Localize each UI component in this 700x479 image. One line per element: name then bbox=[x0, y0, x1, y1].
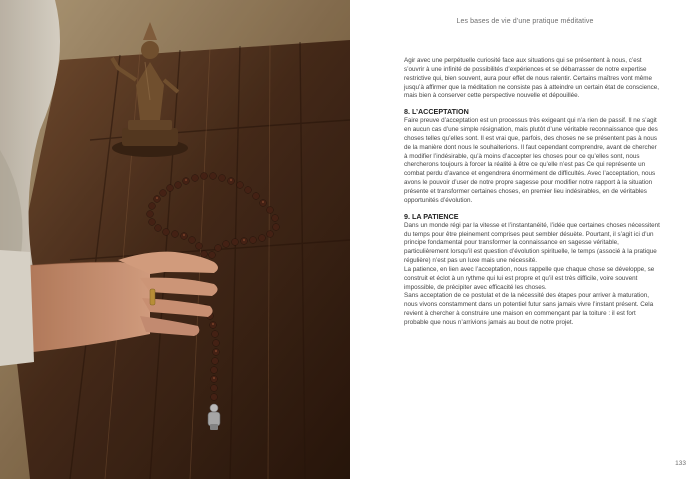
patience-paragraph-3: Sans acceptation de ce postulat et de la nécessité des étapes pour arriver à maturation, nous vivons constamment dans un potentiel futur sans jamais vivre l’instant présent. Cela revient à chercher à construire une maison en commençant par la toiture : il est fort probable que nous n’arrivions jamais au bout de notre projet. bbox=[404, 292, 654, 326]
body-text bbox=[404, 57, 660, 328]
running-head: Les bases de vie d’une pratique méditative bbox=[456, 18, 594, 25]
section-heading-patience: 9. LA PATIENCE bbox=[404, 211, 459, 221]
text-page bbox=[350, 0, 700, 479]
patience-paragraph-1: Dans un monde régi par la vitesse et l’instantanéité, l’idée que certaines choses nécessitent du temps pour être pleinement comprises peut sembler désuète. Pourtant, il s’agit ici d’un principe fondamental pour transformer la connaissance en sagesse véritable, particulièrement lorsqu’il est question d’évolution spirituelle, le temps (associé à la pratique régulière) n’est pas un luxe mais une nécessité. bbox=[404, 221, 660, 265]
acceptance-paragraph: Faire preuve d’acceptation est un processus très exigeant qui n’a rien de passif. Il ne s’agit en aucun cas d’une simple résignation, mais plutôt d’une véritable reconnaissance que des choses telles qu’elles sont. Il est vrai que, parfois, des choses ne se présentent pas à nous de la manière dont nous le souhaiterions. Il faut cependant comprendre, avant de chercher à modifier l’indésirable, qu’à moins d’accepter les choses pour ce qu’elles sont, nous chercherons toujours à forcer la réalité à être ce qu’elle n’est pas Ce qui représente un combat perdu d’avance et engendrera énormément de difficultés. Avec l’acceptation, nous avons le pouvoir d’user de notre propre sagesse pour modifier notre rapport à la situation présente et transformer certaines choses, en premier lieu indésirables, en de véritables opportunités d’évolution. bbox=[404, 117, 658, 204]
intro-paragraph: Agir avec une perpétuelle curiosité face aux situations qui se présentent à nous, c’est s’ouvrir à une infinité de possibilités d’expériences et se débarrasser de notre expertise restrictive qui, bien souvent, aura pour effet de nous ralentir. Certains maîtres vont même jusqu’à affirmer que la méditation ne consiste pas à atteindre un certain état de conscience, mais bien à conserver cette perspective nouvelle et dépouillée. bbox=[404, 57, 660, 100]
page-number: 133 bbox=[675, 460, 686, 467]
patience-paragraph-2: La patience, en lien avec l’acceptation, nous rappelle que chaque chose se développe, se construit et éclot à un rythme qui lui est propre et qu’il est très difficile, voire souvent impossible, de précipiter avec efficacité les choses. bbox=[404, 265, 655, 291]
section-heading-acceptance: 8. L’ACCEPTATION bbox=[404, 107, 469, 117]
